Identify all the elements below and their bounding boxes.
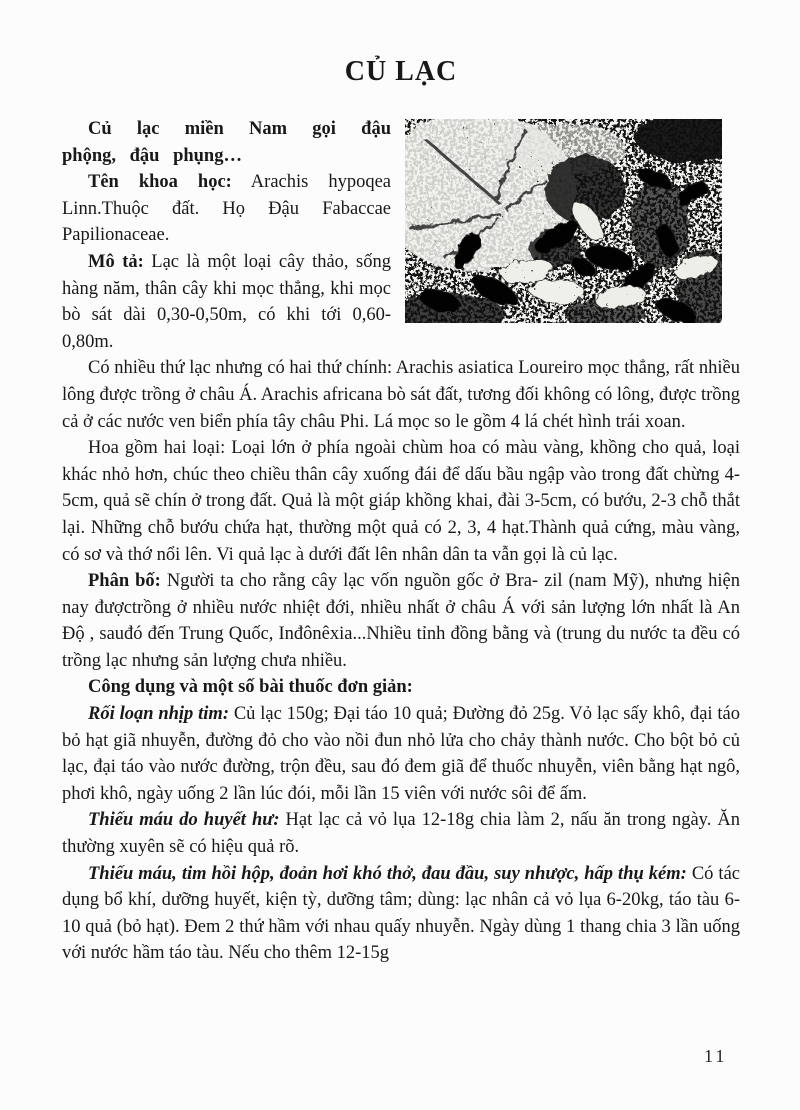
description-label: Mô tả:	[88, 251, 144, 272]
page-title: CỦ LẠC	[344, 56, 458, 87]
description-text: Lạc là một loại cây thảo, sống hàng năm, thân cây khi mọc thẳng, khi mọc bò sát dài 0,30-0,50m, có khi tới 0,60-0,80m.	[62, 251, 391, 352]
remedy-arrhythmia-text: Củ lạc 150g; Đại táo 10 quả; Đường đỏ 25g. Vỏ lạc sấy khô, đại táo bỏ hạt giã nhuyễn, đường đỏ cho vào nồi đun nhỏ lửa cho chảy thành nước. Cho bột bỏ củ lạc, đại táo vào nước đường, trộn đều, sau đó đem giã để thuốc nhuyễn, viên bằng hạt ngô, phơi khô, ngày uống 2 lần lúc đói, mỗi lần 15 viên với nước sôi để ấm.	[62, 704, 740, 804]
scientific-name-label: Tên khoa học:	[88, 172, 232, 193]
flowers-text: Hoa gồm hai loại: Loại lớn ở phía ngoài chùm hoa có màu vàng, khồng cho quả, loại khác nhỏ hơn, chúc theo chiều thân cây xuống đái để dấu bầu ngập vào trong đất chừng 4-5cm, quả sẽ chín ở trong đất. Quả là một giáp khồng khai, đài 3-5cm, có bướu, 2-3 chỗ thắt lại. Những chỗ bướu chứa hạt, thường một quả có 2, 3, 4 hạt.Thành quả cứng, màu vàng, có sơ và thớ nổi lên. Vi quả lạc à dưới đất lên nhân dân ta vẫn gọi là củ lạc.	[62, 438, 740, 565]
remedy-weakness-text: Có tác dụng bổ khí, dưỡng huyết, kiện tỳ, dưỡng tâm; dùng: lạc nhân cả vỏ lụa 6-20kg, táo tàu 6-10 quả (bỏ hạt). Đem 2 thứ hầm với nhau quấy nhuyễn. Ngày dùng 1 thang chia 3 lần uống với nước hầm táo tàu. Nếu cho thêm 12-15g	[62, 863, 740, 964]
intro-text: Củ lạc miền Nam gọi đậu phộng, đậu phụng…	[62, 119, 391, 166]
uses-heading	[62, 674, 740, 701]
uses-heading-text: Công dụng và một số bài thuốc đơn giản:	[88, 677, 413, 698]
distribution-text: Người ta cho rằng cây lạc vốn nguồn gốc ở Bra- zil (nam Mỹ), nhưng hiện nay đượctrồng ở nhiều nước nhiệt đới, nhiều nhất ở châu Á với sản lượng lớn nhất là An Độ , sauđó đến Trung Quốc, Inđônêxia...Nhiều tỉnh đồng bằng và (trung du nước ta đều có trồng lạc nhưng sản lượng chưa nhiều.	[62, 571, 740, 671]
remedy-anemia-text: Hạt lạc cả vỏ lụa 12-18g chia làm 2, nấu ăn trong ngày. Ăn thường xuyên sẽ có hiệu quả rõ.	[62, 810, 740, 858]
remedy-arrhythmia-label: Rối loạn nhịp tim:	[88, 704, 229, 725]
remedy-anemia-label: Thiếu máu do huyết hư:	[88, 810, 280, 831]
paragraph-remedy-weakness	[62, 861, 740, 967]
paragraph-flowers	[62, 435, 740, 568]
paragraph-distribution	[62, 568, 740, 674]
paragraph-varieties	[62, 355, 740, 435]
varieties-text: Có nhiều thứ lạc nhưng có hai thứ chính: Arachis asiatica Loureiro mọc thẳng, rất nhiều lông được trồng ở châu Á. Arachis africana bò sát đất, tương đối không có lông, được trồng cả ở các nước ven biển phía tây châu Phi. Lá mọc so le gồm 4 lá chét hình trái xoan.	[62, 358, 740, 432]
peanut-photo	[405, 119, 722, 323]
page-number: 11	[704, 1046, 728, 1066]
peanut-photo-svg	[405, 119, 722, 323]
page-content	[62, 0, 740, 967]
remedy-weakness-label: Thiếu máu, tim hồi hộp, đoản hơi khó thở, đau đầu, suy nhược, hấp thụ kém:	[88, 863, 687, 884]
paragraph-remedy-anemia	[62, 807, 740, 860]
scientific-name-text: Arachis hypoqea Linn.Thuộc đất. Họ Đậu Fabaccae Papilionaceae.	[62, 172, 392, 246]
paragraph-remedy-arrhythmia	[62, 701, 740, 807]
body-text	[62, 116, 740, 967]
distribution-label: Phân bố:	[88, 571, 161, 592]
